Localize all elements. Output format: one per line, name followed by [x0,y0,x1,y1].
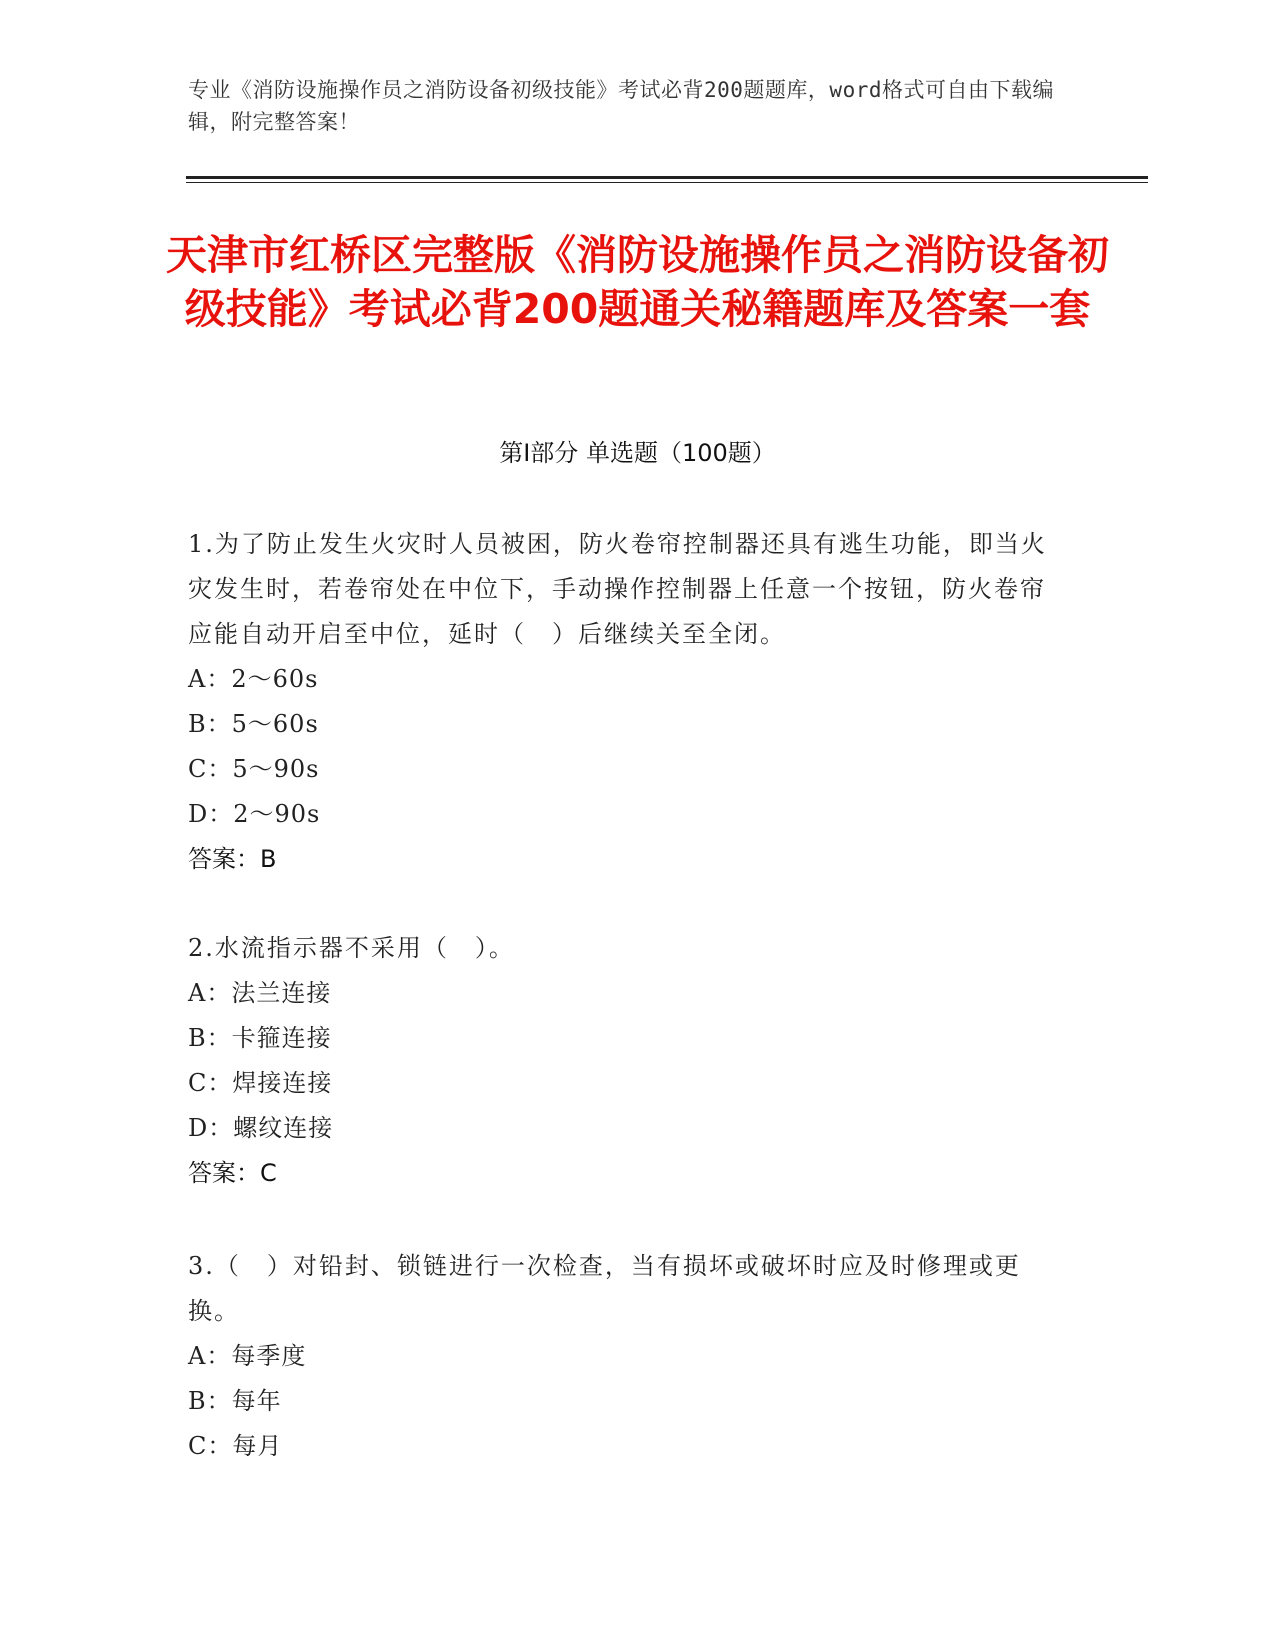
header-rule-thin [186,182,1148,183]
option-c: C：焊接连接 [188,1069,333,1097]
option-d: D：螺纹连接 [188,1114,334,1142]
question-2 [188,926,1068,1196]
header-rule-thick [186,176,1148,179]
option-c: C：每月 [188,1432,283,1460]
question-stem: 1.为了防止发生火灾时人员被困，防火卷帘控制器还具有逃生功能，即当火灾发生时，若卷帘处在中位下，手动操作控制器上任意一个按钮，防火卷帘应能自动开启至中位，延时（ ）后继续关至全闭。 [188,530,1047,648]
answer: 答案：C [188,1159,277,1187]
option-b: B：5～60s [188,710,319,738]
header-note: 专业《消防设施操作员之消防设备初级技能》考试必背200题题库，word格式可自由下载编辑，附完整答案！ [188,78,1054,134]
option-b: B：每年 [188,1387,282,1415]
option-a: A：2～60s [188,665,319,693]
option-a: A：每季度 [188,1342,307,1370]
question-stem: 3.（ ）对铅封、锁链进行一次检查，当有损坏或破坏时应及时修理或更换。 [188,1252,1021,1325]
question-1 [188,522,1068,882]
option-d: D：2～90s [188,800,321,828]
answer: 答案：B [188,845,277,873]
section-title: 第I部分 单选题（100题） [499,439,776,467]
question-3 [188,1244,1068,1469]
option-b: B：卡箍连接 [188,1024,332,1052]
question-stem: 2.水流指示器不采用（ ）。 [188,934,515,962]
option-a: A：法兰连接 [188,979,332,1007]
option-c: C：5～90s [188,755,320,783]
document-title: 天津市红桥区完整版《消防设施操作员之消防设备初级技能》考试必背200题通关秘籍题库及答案一套 [166,231,1109,333]
